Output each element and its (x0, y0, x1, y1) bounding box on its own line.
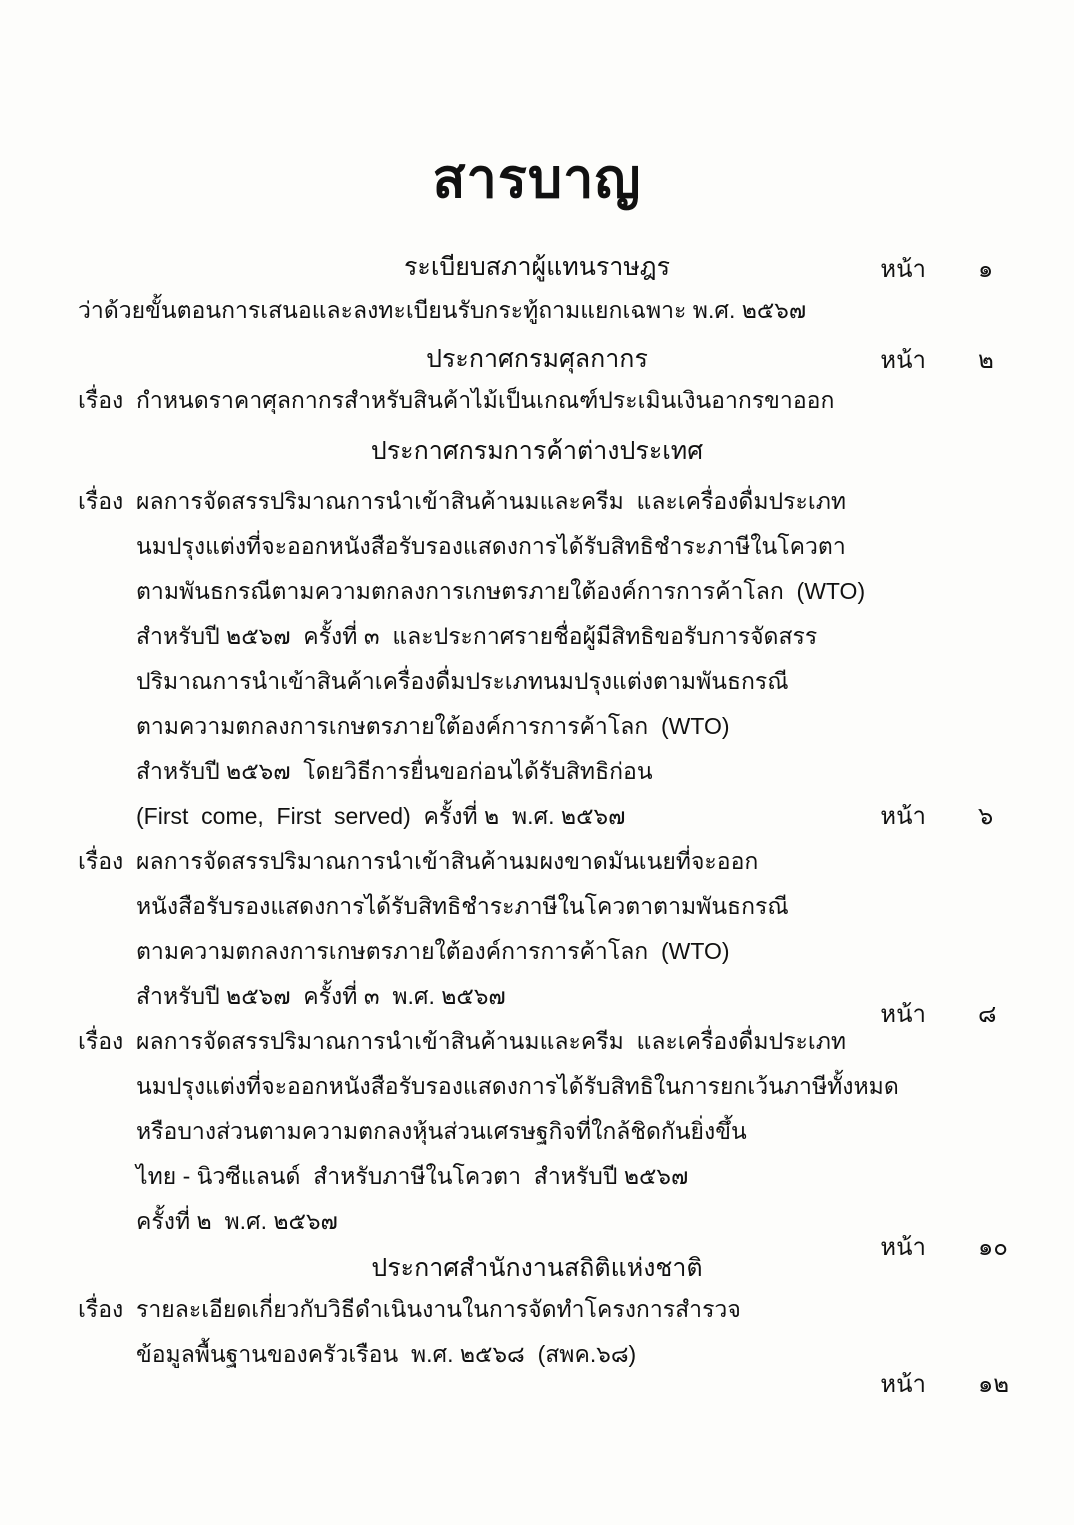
entry-lead: เรื่อง (78, 1027, 124, 1054)
entry-text: นมปรุงแต่งที่จะออกหนังสือรับรองแสดงการได้รับสิทธิชำระภาษีในโควตา (136, 532, 846, 559)
entry-text: (First come, First served) ครั้งที่ ๒ พ.ศ. ๒๕๖๗ (136, 802, 626, 829)
page-reference (880, 249, 1012, 288)
entry-line (0, 1064, 1074, 1109)
page-number: ๑ (978, 255, 994, 283)
entry-text: สำหรับปี ๒๕๖๗ ครั้งที่ ๓ พ.ศ. ๒๕๖๗ (136, 982, 506, 1009)
page-label: หน้า (880, 255, 926, 283)
page-title: สารบาญ (432, 149, 642, 209)
entry-text: นมปรุงแต่งที่จะออกหนังสือรับรองแสดงการได้รับสิทธิในการยกเว้นภาษีทั้งหมด (136, 1072, 899, 1099)
entry-lead: เรื่อง (78, 387, 124, 414)
section-statistics-office (0, 1250, 1074, 1399)
entry-text: สำหรับปี ๒๕๖๗ โดยวิธีการยื่นขอก่อนได้รับสิทธิก่อน (136, 757, 653, 784)
entry-line (0, 704, 1074, 749)
entry-line (0, 1199, 1074, 1261)
page-label: หน้า (880, 802, 926, 830)
page-label: หน้า (880, 1371, 926, 1399)
entry-lead: เรื่อง (78, 847, 124, 874)
entry-line (0, 1109, 1074, 1154)
entry-text: สำหรับปี ๒๕๖๗ ครั้งที่ ๓ และประกาศรายชื่อผู้มีสิทธิขอรับการจัดสรร (136, 622, 818, 649)
entry-line (0, 884, 1074, 929)
entry-line (0, 794, 1074, 839)
entry-line (0, 974, 1074, 1028)
entry-line (0, 524, 1074, 569)
entry-line (0, 929, 1074, 974)
entry-line (0, 569, 1074, 614)
entry-text: ผลการจัดสรรปริมาณการนำเข้าสินค้านมและครีม และเครื่องดื่มประเภท (136, 1027, 847, 1054)
page-label: หน้า (880, 347, 926, 375)
entry-text: ตามความตกลงการเกษตรภายใต้องค์การการค้าโลก (WTO) (136, 937, 730, 964)
entry-text: ผลการจัดสรรปริมาณการนำเข้าสินค้านมและครีม และเครื่องดื่มประเภท (136, 487, 847, 514)
entry-line (0, 749, 1074, 794)
entry-line (0, 1332, 1074, 1399)
page-label: หน้า (880, 1233, 926, 1261)
section-customs (0, 341, 1074, 424)
entry-line (0, 659, 1074, 704)
entry-lead: เรื่อง (78, 1296, 124, 1323)
page-reference (880, 794, 1012, 839)
entry-line (0, 614, 1074, 659)
entry-text: ปริมาณการนำเข้าสินค้าเครื่องดื่มประเภทนมปรุงแต่งตามพันธกรณี (136, 667, 789, 694)
section-heading: ประกาศสำนักงานสถิติแห่งชาติ (371, 1253, 703, 1282)
entry-text: ข้อมูลพื้นฐานของครัวเรือน พ.ศ. ๒๕๖๘ (สพค.๖๘) (136, 1341, 637, 1368)
entry-text: กำหนดราคาศุลกากรสำหรับสินค้าไม้เป็นเกณฑ์ประเมินเงินอากรขาออก (136, 387, 835, 414)
entry-line (0, 1287, 1074, 1332)
page-label: หน้า (880, 1000, 926, 1028)
entry-text: ผลการจัดสรรปริมาณการนำเข้าสินค้านมผงขาดมันเนยที่จะออก (136, 847, 759, 874)
toc-entry[interactable] (0, 479, 1074, 839)
entry-text: ครั้งที่ ๒ พ.ศ. ๒๕๖๗ (136, 1207, 338, 1234)
page-reference (880, 340, 1012, 379)
entry-line (0, 479, 1074, 524)
section-heading: ประกาศกรมการค้าต่างประเทศ (370, 437, 704, 466)
entry-text: หรือบางส่วนตามความตกลงหุ้นส่วนเศรษฐกิจที่ใกล้ชิดกันยิ่งขึ้น (136, 1117, 747, 1144)
entry-text: หนังสือรับรองแสดงการได้รับสิทธิชำระภาษีในโควตาตามพันธกรณี (136, 892, 789, 919)
section-regulation (0, 249, 1074, 333)
entry-text: ตามความตกลงการเกษตรภายใต้องค์การการค้าโลก (WTO) (136, 712, 730, 739)
section-foreign-trade (0, 433, 1074, 1261)
entry-line (0, 378, 1074, 423)
page-number: ๑๐ (978, 1233, 1008, 1261)
page-number: ๘ (978, 1000, 997, 1028)
entry-line (0, 1019, 1074, 1064)
entry-line (0, 839, 1074, 884)
toc-entry[interactable] (0, 839, 1074, 1028)
page-number: ๖ (978, 802, 994, 830)
entry-text: รายละเอียดเกี่ยวกับวิธีดำเนินงานในการจัดทำโครงการสำรวจ (136, 1296, 741, 1323)
page-reference (880, 1362, 1012, 1407)
section-heading: ประกาศกรมศุลกากร (426, 344, 648, 373)
entry-lead: เรื่อง (78, 487, 124, 514)
page-number: ๒ (978, 347, 994, 375)
entry-line: ว่าด้วยขั้นตอนการเสนอและลงทะเบียนรับกระทู้ถามแยกเฉพาะ พ.ศ. ๒๕๖๗ (78, 296, 807, 323)
page-number: ๑๒ (978, 1371, 1010, 1399)
section-heading: ระเบียบสภาผู้แทนราษฎร (403, 253, 671, 282)
toc-entry[interactable] (0, 1287, 1074, 1399)
entry-text: ไทย - นิวซีแลนด์ สำหรับภาษีในโควตา สำหรับปี ๒๕๖๗ (136, 1162, 689, 1189)
entry-text: ตามพันธกรณีตามความตกลงการเกษตรภายใต้องค์การการค้าโลก (WTO) (136, 577, 866, 604)
entry-line (0, 1154, 1074, 1199)
toc-entry[interactable] (0, 1019, 1074, 1261)
